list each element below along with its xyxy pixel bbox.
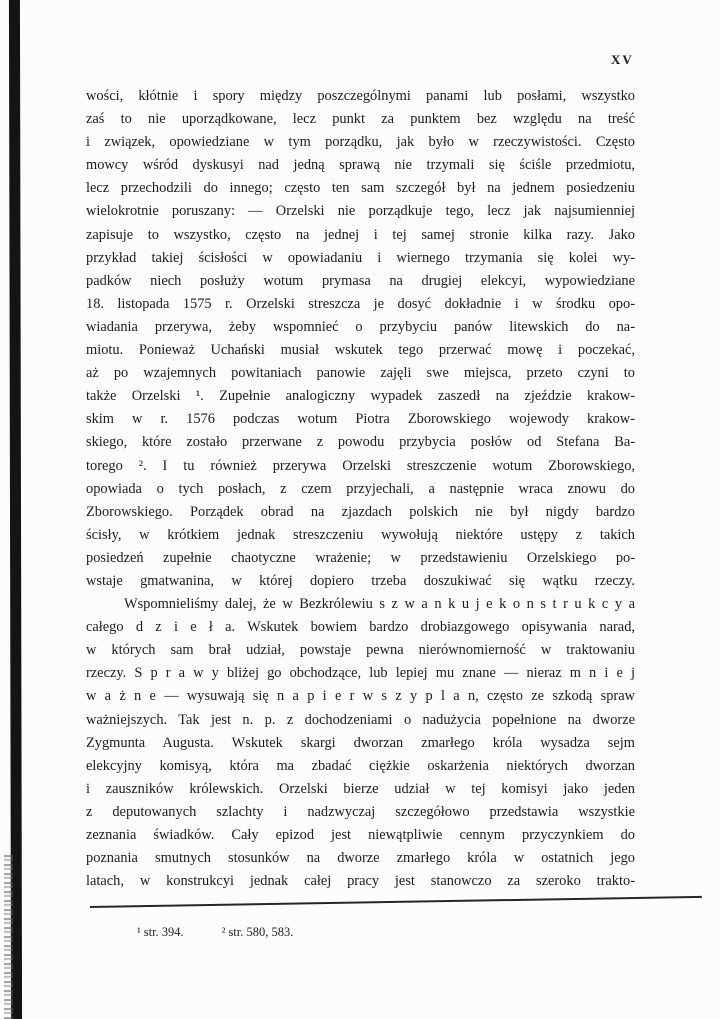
text-line: elekcyjny komisyą, która ma zbadać ciężkie oskarżenia niektórych dworzan <box>86 757 635 774</box>
text-line: 18. listopada 1575 r. Orzelski streszcza je dosyć dokładnie i w środku opo- <box>86 295 635 312</box>
page-number: XV <box>611 52 634 67</box>
footnote-1-marker: ¹ <box>137 925 141 939</box>
text-line: także Orzelski ¹. Zupełnie analogiczny wypadek zaszedł na zjeździe krakow- <box>86 388 635 405</box>
text-line: rzeczy. S p r a w y bliżej go obchodzące, lub lepiej mu znane — nieraz m n i e j <box>86 665 635 682</box>
footnote-2 <box>222 925 294 940</box>
text-line: i zauszników królewskich. Orzelski bierze udział w tej komisyi jako jeden <box>86 780 635 797</box>
text-line: zapisuje to wszystko, często na jednej i tej samej stronie kilka razy. Jako <box>86 226 635 243</box>
text-line: aż po wzajemnych powitaniach panowie zajęli swe miejsca, przeto czyni to <box>86 365 635 382</box>
footnote-rule <box>90 896 702 908</box>
text-line: wiadania przerywa, żeby wspomnieć o przybyciu panów litewskich do na- <box>86 318 635 335</box>
text-line: padków niech posłuży wotum prymasa na drugiej elekcyi, wypowiedziane <box>86 272 635 289</box>
text-line: wstaje gmatwanina, w której dopiero trzeba doszukiwać się wątku rzeczy. <box>86 572 635 589</box>
footnotes <box>137 925 293 940</box>
text-line: opowiada o tych posłach, z czem przyjechali, a następnie wraca znowu do <box>86 480 635 497</box>
text-line: Wspomnieliśmy dalej, że w Bezkrólewiu s z w a n k u j e k o n s t r u k c y a <box>124 596 635 613</box>
paragraph-2 <box>86 593 635 893</box>
footnote-1-text: str. 394. <box>143 925 184 939</box>
text-line: Zborowskiego. Porządek obrad na zjazdach polskich nie był nigdy bardzo <box>86 503 635 520</box>
footnote-2-marker: ² <box>221 925 226 939</box>
text-line: posiedzeń zupełnie chaotyczne wrażenie; w przedstawieniu Orzelskiego po- <box>86 549 635 566</box>
text-line: Zygmunta Augusta. Wskutek skargi dworzan zmarłego króla wysadza sejm <box>86 734 635 751</box>
text-line: miotu. Ponieważ Uchański musiał wskutek tego przerwać mowę i poczekać, <box>86 342 635 359</box>
text-line: całego d z i e ł a. Wskutek bowiem bardzo drobiazgowego opisywania narad, <box>86 619 635 636</box>
binding-grain-texture <box>4 855 13 1019</box>
text-line: skiego, które zostało przerwane z powodu przybycia posłów od Stefana Ba- <box>86 434 635 451</box>
text-line: wielokrotnie poruszany: — Orzelski nie porządkuje tego, lecz jak najsumienniej <box>86 203 635 220</box>
text-line: skim w r. 1576 podczas wotum Piotra Zborowskiego wojewody krakow- <box>86 411 635 428</box>
text-line: latach, w konstrukcyi jednak całej pracy jest stanowczo za szeroko trakto- <box>86 873 635 890</box>
text-line: z deputowanych szlachty i nadzwyczaj szczegółowo przedstawia wszystkie <box>86 803 635 820</box>
text-line: ścisły, w krótkiem jednak streszczeniu wywołują niektóre ustępy z takich <box>86 526 635 543</box>
text-line: zeznania świadków. Cały epizod jest niewątpliwie cennym przyczynkiem do <box>86 827 635 843</box>
text-line: torego ². I tu również przerywa Orzelski streszczenie wotum Zborowskiego, <box>86 457 635 474</box>
text-line: wości, kłótnie i spory między poszczególnymi panami lub posłami, wszystko <box>86 88 635 104</box>
text-line: mowcy wśród dyskusyi nad jedną sprawą nie trzymali się ściśle przedmiotu, <box>86 157 635 174</box>
text-line: i związek, opowiedziane w tym porządku, jak było w rzeczywistości. Często <box>86 134 635 151</box>
paragraph-1 <box>86 85 635 593</box>
text-line: zaś to nie uporządkowane, lecz punkt za punktem bez względu na treść <box>86 111 635 128</box>
footnote-1 <box>137 925 184 940</box>
text-line: poznania smutnych stosunków na dworze zmarłego króla w ostatnich jego <box>86 850 635 867</box>
text-line: przykład takiej ścisłości w opowiadaniu i wiernego trzymania się kolei wy- <box>86 249 635 266</box>
footnote-2-text: str. 580, 583. <box>228 925 294 939</box>
text-line: ważniejszych. Tak jest n. p. z dochodzeniami o nadużycia popełnione na dworze <box>86 711 635 728</box>
text-line: w a ż n e — wysuwają się n a p i e r w s z y p l a n, często ze szkodą spraw <box>86 688 635 705</box>
body-text <box>86 85 635 893</box>
text-line: w których sam brał udział, powstaje pewna nierównomierność w traktowaniu <box>86 642 635 659</box>
text-line: lecz przechodzili do innego; często ten sam szczegół był na jednem posiedzeniu <box>86 180 635 197</box>
